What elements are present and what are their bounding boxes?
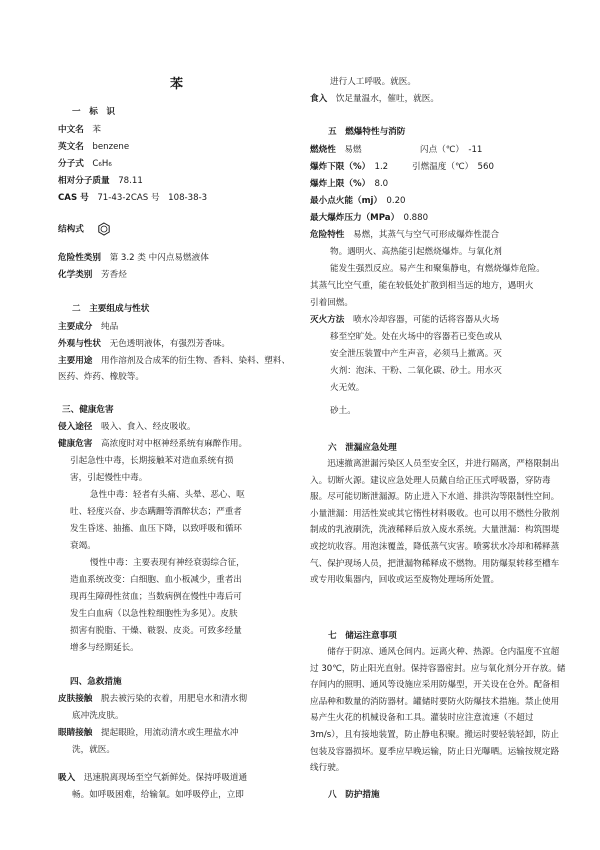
chem-class-row xyxy=(58,269,127,281)
health-line: 损害有脱脂、干燥、皲裂、皮炎。可致多经量 xyxy=(70,626,242,636)
health-line: 增多与经期延长。 xyxy=(70,643,139,653)
ingest-label: 食入 xyxy=(310,94,328,104)
flash-point-label: 闪点（℃） xyxy=(420,145,460,155)
fire-row xyxy=(310,314,499,326)
health-line: 引起急性中毒，长期接触苯对造血系统有损 xyxy=(70,456,234,466)
spill-paragraph: 迅速撤离泄漏污染区人员至安全区，并进行隔离，严格限制出入。切断火源。建议应急处理人员戴自给正压式呼吸器，穿防毒服。尽可能切断泄漏源。防止进入下水道、排洪沟等限制性空间。小量泄漏：用活性炭或其它惰性材料吸收。也可以用不燃性分散剂制成的乳液刷洗，洗液稀释后放入废水系统。大量泄漏：构筑围堤或挖坑收容。用泡沫覆盖，降低蒸气灾害。喷雾状水冷却和稀释蒸气、保护现场人员，把泄漏物稀释成不燃物。用防爆泵转移至槽车或专用收集器内，回收或运至废物处理场所处置。 xyxy=(310,459,560,586)
inhale-value: 迅速脱离现场至空气新鲜处。保持呼吸道通 xyxy=(83,773,248,783)
appearance-row xyxy=(58,338,230,350)
route-row xyxy=(58,421,196,433)
inhale-label: 吸入 xyxy=(58,773,76,783)
health-line: 现再生障碍性贫血；当数病例在慢性中毒后可 xyxy=(70,592,242,602)
flammability-row xyxy=(310,144,362,156)
ident-row-mass xyxy=(58,175,143,187)
ignition-value: 560 xyxy=(477,162,494,172)
health-row xyxy=(58,438,247,450)
mep-label: 最大爆炸压力（MPa） xyxy=(310,213,395,223)
section-2-heading: 二 主要组成与性状 xyxy=(72,304,150,314)
fire-line: 移至空旷处。处在火场中的容器若已变色或从 xyxy=(330,332,502,342)
section-7-heading: 七 储运注意事项 xyxy=(328,631,397,641)
health-value: 高浓度时对中枢神经系统有麻醉作用。 xyxy=(101,439,248,449)
ident-value: 78.11 xyxy=(118,176,143,186)
health-line: 造血系统改变：白细胞、血小板减少，重者出 xyxy=(70,575,242,585)
fire-line: 喷水冷却容器，可能的话将容器从火场 xyxy=(353,315,500,325)
structure-label: 结构式 xyxy=(58,224,84,235)
composition-label: 主要成分 xyxy=(58,322,93,332)
hazard-class-label: 危险性类别 xyxy=(58,253,101,263)
composition-row xyxy=(58,321,118,333)
danger-line: 物。遇明火、高热能引起燃烧爆炸。与氧化剂 xyxy=(330,247,502,257)
mie-value: 0.20 xyxy=(386,196,406,206)
uses-continuation: 医药、炸药、橡胶等。 xyxy=(58,372,144,382)
skin-value: 脱去被污染的衣着，用肥皂水和清水彻 xyxy=(101,694,248,704)
hazard-class-row xyxy=(58,252,209,264)
fire-line: 火剂：泡沫、干粉、二氧化碳、砂土。用水灭 xyxy=(330,366,502,376)
health-label: 健康危害 xyxy=(58,439,93,449)
composition-value: 纯品 xyxy=(101,322,119,332)
section-6-heading: 六 泄漏应急处理 xyxy=(328,443,397,453)
document-title: 苯 xyxy=(170,77,184,92)
ident-row-cas xyxy=(58,192,207,204)
danger-label: 危险特性 xyxy=(310,230,345,240)
ident-label: 英文名 xyxy=(58,142,84,152)
lel-value: 1.2 xyxy=(374,162,389,172)
section-3-heading: 三、健康危害 xyxy=(62,405,114,415)
inhale-continuation-right: 进行人工呼吸。就医。 xyxy=(330,77,416,87)
eye-label: 眼睛接触 xyxy=(58,728,93,738)
ident-value: C₆H₆ xyxy=(92,159,112,169)
section-5-heading: 五 燃爆特性与消防 xyxy=(328,127,406,137)
section-4-heading: 四、急救措施 xyxy=(70,677,122,687)
fire-line: 安全泄压装置中产生声音，必须马上撤离。灭 xyxy=(330,349,502,359)
uel-label: 爆炸上限（%） xyxy=(310,179,366,189)
fire-label: 灭火方法 xyxy=(310,315,345,325)
uses-value: 用作溶剂及合成苯的衍生物、香料、染料、塑料、 xyxy=(101,356,291,366)
lel-label: 爆炸下限（%） xyxy=(310,162,366,172)
danger-line: 易燃，其蒸气与空气可形成爆炸性混合 xyxy=(353,230,500,240)
flammability-value: 易燃 xyxy=(344,145,362,155)
chem-class-value: 芳香烃 xyxy=(101,270,127,280)
uel-row xyxy=(310,178,388,190)
ident-value: 71-43-2CAS 号 108-38-3 xyxy=(97,193,208,203)
ident-row-cn-name xyxy=(58,124,101,136)
appearance-value: 无色透明液体，有强烈芳香味。 xyxy=(109,339,230,349)
health-line: 急性中毒：轻者有头痛、头晕、恶心、呕 xyxy=(90,490,245,500)
uses-row xyxy=(58,355,290,367)
flammability-label: 燃烧性 xyxy=(310,145,336,155)
ignition-row xyxy=(412,161,494,173)
health-line: 发生白血病（以急性粒细胞性为多见）。皮肤 xyxy=(70,609,238,619)
ingest-value: 饮足量温水，催吐，就医。 xyxy=(335,94,439,104)
structure-row xyxy=(58,222,111,236)
inhale-row xyxy=(58,772,247,784)
flash-point-value: -11 xyxy=(468,145,483,155)
health-line: 害，引起慢性中毒。 xyxy=(70,473,148,483)
eye-continuation: 洗，就医。 xyxy=(72,745,115,755)
route-label: 侵入途径 xyxy=(58,422,93,432)
uses-label: 主要用途 xyxy=(58,356,93,366)
skin-row xyxy=(58,693,247,705)
eye-value: 提起眼睑，用流动清水或生理盐水冲 xyxy=(101,728,239,738)
chem-class-label: 化学类别 xyxy=(58,270,93,280)
ignition-label: 引燃温度（℃） xyxy=(412,162,469,172)
ident-value: 苯 xyxy=(92,125,102,135)
danger-row xyxy=(310,229,499,241)
danger-line: 其蒸气比空气重，能在较低处扩散到相当远的地方，遇明火 xyxy=(310,281,534,291)
section-1-heading: 一 标 识 xyxy=(72,107,115,117)
ident-label: 分子式 xyxy=(58,159,84,169)
hazard-class-value: 第 3.2 类 中闪点易燃液体 xyxy=(109,253,209,263)
danger-line: 引着回燃。 xyxy=(310,298,353,308)
skin-label: 皮肤接触 xyxy=(58,694,93,704)
mep-value: 0.880 xyxy=(403,213,429,223)
lel-row xyxy=(310,161,388,173)
health-line: 吐、轻度兴奋、步态蹒跚等酒醉状态；严重者 xyxy=(70,507,242,517)
skin-continuation: 底冲洗皮肤。 xyxy=(72,711,124,721)
health-line: 慢性中毒：主要表现有神经衰弱综合征， xyxy=(90,558,245,568)
section-8-heading: 八 防护措施 xyxy=(328,790,380,800)
flash-point-row xyxy=(420,144,482,156)
health-line: 发生昏迷、抽搐、血压下降，以致呼吸和循环 xyxy=(70,524,242,534)
storage-paragraph: 储存于阴凉、通风仓间内。远离火种、热源。仓内温度不宜超过 30℃，防止阳光直射。保持容器密封。应与氧化剂分开存放。储存间内的照明、通风等设施应采用防爆型，开关设在仓外。配备相应品种和数量的消防器材。罐储时要防火防爆技术措施。禁止使用易产生火花的机械设备和工具。灌装时应注意流速（不超过 3m/s），且有接地装置，防止静电积聚。搬运时要轻装轻卸，防止包装及容器损坏。夏季应早晚运输，防止日光曝晒。运输按规定路线行驶。 xyxy=(310,647,566,774)
ingest-row xyxy=(310,93,439,105)
ident-row-en-name xyxy=(58,141,129,153)
fire-line: 火无效。 xyxy=(330,383,365,393)
route-value: 吸入、食入、经皮吸收。 xyxy=(101,422,196,432)
ident-value: benzene xyxy=(92,142,130,152)
health-line: 衰竭。 xyxy=(70,541,96,551)
mep-row xyxy=(310,212,428,224)
ident-label: CAS 号 xyxy=(58,193,89,203)
eye-row xyxy=(58,727,239,739)
fire-line: 砂土。 xyxy=(330,406,356,416)
mie-label: 最小点火能（mj） xyxy=(310,196,378,206)
ident-row-formula xyxy=(58,158,112,170)
inhale-continuation: 畅。如呼吸困难，给输氧。如呼吸停止，立即 xyxy=(72,790,244,800)
appearance-label: 外观与性状 xyxy=(58,339,101,349)
danger-line: 能发生强烈反应。易产生和聚集静电，有燃烧爆炸危险。 xyxy=(330,264,545,274)
mie-row xyxy=(310,195,406,207)
uel-value: 8.0 xyxy=(374,179,389,189)
ident-label: 中文名 xyxy=(58,125,84,135)
benzene-structure-icon xyxy=(97,222,111,236)
ident-label: 相对分子质量 xyxy=(58,176,110,186)
